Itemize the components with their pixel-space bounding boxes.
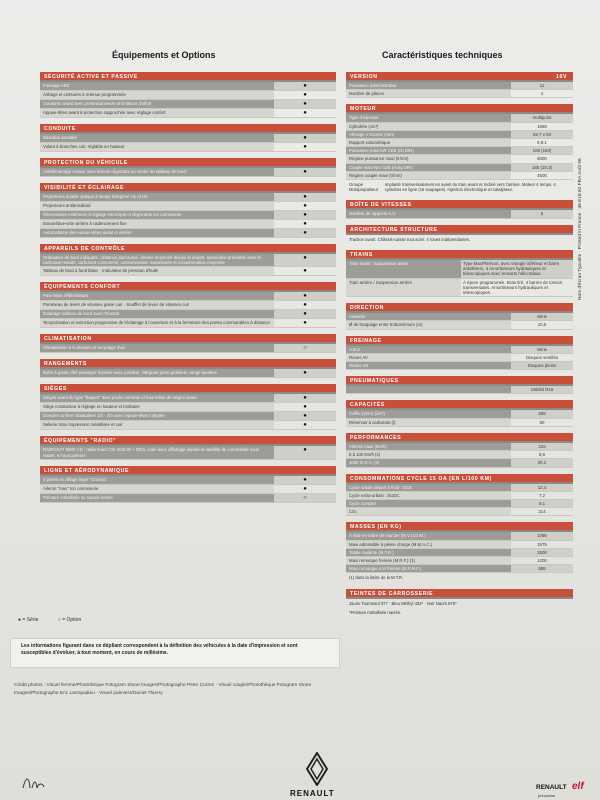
spec-label: A.B.S. xyxy=(346,346,511,353)
section-header: PROTECTION DU VÉHICULE xyxy=(40,158,336,168)
spec-value: 2500 xyxy=(511,549,573,556)
equipment-label: Automatisme des essuie-vitres avant et arrière xyxy=(40,229,274,237)
equipment-row xyxy=(40,301,336,310)
equipment-row xyxy=(40,193,336,202)
spec-row xyxy=(346,260,573,279)
section-note: *Peinture métallisée nacrée. xyxy=(349,610,402,616)
section-header xyxy=(346,250,573,260)
spec-label: Roues AV xyxy=(346,354,511,361)
spec-row xyxy=(346,500,573,508)
availability-mark: ● xyxy=(303,302,307,309)
availability-mark: ● xyxy=(303,221,307,227)
spec-row xyxy=(346,541,573,549)
section-header xyxy=(346,225,573,235)
legend-serie: ● = Série xyxy=(18,617,39,623)
spec-section-moteur xyxy=(346,104,573,194)
spec-row xyxy=(346,172,573,180)
availability-mark: ● xyxy=(303,92,307,98)
availability-mark: ● xyxy=(303,194,307,200)
spec-value: 195/50 R16 xyxy=(511,386,573,393)
spec-value: 215 xyxy=(511,443,573,450)
section-title: FREINAGE xyxy=(350,337,382,344)
availability-mark: ● xyxy=(303,169,307,175)
equipment-mark xyxy=(274,344,336,352)
spec-row xyxy=(346,419,573,427)
spec-value: 11 xyxy=(511,82,573,89)
section-header xyxy=(346,433,573,443)
spec-value: À épure programmée. Bras tiré, 4 barres de torsion transversales. Amortisseurs hydrauliques et télescopiques. xyxy=(463,279,563,296)
equipment-mark xyxy=(274,202,336,210)
equipment-row xyxy=(40,109,336,118)
section-header: CLIMATISATION xyxy=(40,334,336,344)
availability-mark: ● xyxy=(303,370,307,377)
equipment-mark xyxy=(274,403,336,411)
spec-row xyxy=(346,354,573,362)
section-title: MASSES (EN KG) xyxy=(350,524,402,531)
spec-value: 4500 xyxy=(537,172,547,178)
equipment-mark xyxy=(274,193,336,201)
availability-mark: ● xyxy=(303,101,307,107)
availability-mark: ● xyxy=(303,485,307,492)
section-header xyxy=(346,400,573,410)
powertrain-text: Implanté transversalement en avant du train avant et incliné vers l'arrière. Moteur 4 temps, 4 cylindres en ligne (16 soupapes). Injection électronique et catalyseur. xyxy=(384,182,556,193)
equipment-label: Essuie/lave-vitre arrière à cadencement fixe xyxy=(40,220,274,228)
legend xyxy=(18,617,81,623)
section-title: TEINTES DE CARROSSERIE xyxy=(350,590,434,597)
spec-label: Maxi remorque freinée (M.R.F.) (1) xyxy=(346,557,511,564)
spec-value: 288 xyxy=(511,410,573,417)
equipment-mark xyxy=(274,394,336,402)
spec-row xyxy=(346,443,573,451)
availability-mark: ● xyxy=(303,311,307,318)
spec-value: Disques pleins xyxy=(511,362,573,369)
spec-value: 1095 xyxy=(511,532,573,539)
spec-value: 29,2 xyxy=(511,459,573,466)
spec-label: Vitesse maxi (km/h) xyxy=(346,443,511,450)
equipment-mark xyxy=(274,494,336,502)
spec-label: Puissance maxi kW CEE (ch DIN) xyxy=(346,147,511,154)
section-title: DIRECTION xyxy=(350,305,384,312)
spec-label: Maxi remorque non freinée (M.R.N.F.) xyxy=(346,565,511,572)
equipment-mark xyxy=(274,485,336,493)
spec-row xyxy=(346,90,573,98)
spec-row xyxy=(346,313,573,321)
equipment-row xyxy=(40,292,336,301)
spec-label: Cycle complet xyxy=(346,500,511,507)
spec-row xyxy=(346,362,573,370)
equipment-label: Éclairage tableau de bord avec rhéostat xyxy=(40,310,274,318)
spec-section-trains xyxy=(346,250,573,297)
equipment-row xyxy=(40,403,336,412)
spec-section-boite xyxy=(346,200,573,218)
section-text: Traction avant. Châssis-caisse tout acier. 4 roues indépendantes. xyxy=(349,236,471,242)
spec-row xyxy=(346,532,573,540)
equipment-mark xyxy=(274,91,336,99)
equipment-label: Volant à branches cuir, réglable en hauteur xyxy=(40,143,274,151)
equipment-section xyxy=(40,282,336,328)
section-header xyxy=(346,303,573,313)
section-title: ARCHITECTURE STRUCTURE xyxy=(350,226,438,233)
section-header xyxy=(346,589,573,599)
spec-value: 1998 xyxy=(537,123,547,129)
equipment-row xyxy=(40,134,336,143)
spec-value: Disques ventilés xyxy=(526,354,558,360)
spec-row xyxy=(346,147,573,155)
spec-label: Cylindrée (cm³) xyxy=(346,123,511,130)
spec-label: Rapport volumétrique xyxy=(346,139,511,146)
spec-value: Série xyxy=(511,346,573,353)
equipment-mark xyxy=(274,369,336,377)
section-header xyxy=(346,72,573,82)
equipment-row xyxy=(40,82,336,91)
equipment-row xyxy=(40,168,336,177)
section-header xyxy=(346,376,573,386)
equipment-row xyxy=(40,412,336,421)
equipment-label: Direction assistée xyxy=(40,134,274,142)
left-title: Équipements et Options xyxy=(112,50,216,60)
equipment-section xyxy=(40,436,336,459)
spec-row xyxy=(346,346,573,354)
section-header: VISIBILITÉ ET ÉCLAIRAGE xyxy=(40,183,336,193)
availability-mark: ● xyxy=(303,395,307,402)
spec-value: 7,2 xyxy=(538,492,546,498)
spec-label: Cycle urbain départ à froid : ECE xyxy=(346,484,511,491)
section-header: CONDUITE xyxy=(40,124,336,134)
equipment-label: Antidémarrage moteur avec témoin clignotant au centre du tableau de bord xyxy=(40,168,274,176)
section-title: PNEUMATIQUES xyxy=(350,378,399,385)
equipment-mark xyxy=(274,267,336,275)
brand-elf-sub: préconise xyxy=(538,793,556,798)
spec-section-version xyxy=(346,72,573,98)
equipment-label: Siège conducteur à réglage en hauteur et lombaire xyxy=(40,403,274,411)
handwritten-signature-icon xyxy=(20,770,60,794)
section-header: ÉQUIPEMENTS "RADIO" xyxy=(40,436,336,446)
equipment-label: Projecteurs antibrouillard xyxy=(40,202,274,210)
equipment-label: Sièges avant du type "baquet" avec poche ventrale et bourrelets de sièges avant xyxy=(40,394,274,402)
spec-label: Régime couple maxi (tr/mn) xyxy=(346,172,511,179)
spec-value: 10,5 xyxy=(537,322,547,328)
spec-value: 6000 xyxy=(537,156,547,162)
equipment-row xyxy=(40,267,336,276)
spec-value: 1575 xyxy=(537,541,547,547)
section-header: ÉQUIPEMENTS CONFORT xyxy=(40,282,336,292)
equipment-row xyxy=(40,143,336,152)
equipment-mark xyxy=(274,82,336,90)
spec-value: 185 (19,3) xyxy=(511,164,573,171)
section-title: PERFORMANCES xyxy=(350,434,402,441)
availability-mark: ● xyxy=(303,413,307,420)
spec-row xyxy=(346,123,573,131)
equipment-row xyxy=(40,91,336,100)
equipment-mark xyxy=(274,476,336,484)
equipment-column xyxy=(40,72,336,509)
spec-value: 585 xyxy=(511,565,573,572)
equipment-mark xyxy=(274,319,336,327)
equipment-mark xyxy=(274,421,336,429)
equipment-label: Appuie-têtes avant à protection rapprochée avec réglage confort xyxy=(40,109,274,117)
spec-label: 1000 m D.A. (s) xyxy=(346,459,511,466)
equipment-row xyxy=(40,485,336,494)
spec-section-consommations xyxy=(346,474,573,517)
equipment-mark xyxy=(274,412,336,420)
availability-mark: ● xyxy=(303,404,307,411)
section-header xyxy=(346,104,573,114)
equipment-section xyxy=(40,244,336,276)
spec-label: Type d'injection xyxy=(346,114,511,121)
equipment-label: Ceintures avant avec prétensionneurs et limiteurs d'effort xyxy=(40,100,274,108)
section-header xyxy=(346,474,573,484)
equipment-row xyxy=(40,229,336,238)
availability-mark: ● xyxy=(303,110,307,116)
section-header: LIGNE ET AÉRODYNAMIQUE xyxy=(40,466,336,476)
equipment-section xyxy=(40,334,336,353)
equipment-label: 4 jantes en alliage léger "Chrono" xyxy=(40,476,274,484)
spec-row xyxy=(346,82,573,90)
spec-value: 214 xyxy=(538,509,546,515)
spec-row xyxy=(346,321,573,329)
spec-section-freinage xyxy=(346,336,573,371)
equipment-label: Dossiers arrière rabattables 1/3 - 2/3 avec repose-têtes intégrés xyxy=(40,412,274,420)
equipment-label: Tableau de bord à fond blanc · Indicateur de pression d'huile xyxy=(40,267,274,275)
equipment-mark xyxy=(274,229,336,237)
spec-label xyxy=(346,386,511,393)
equipment-mark xyxy=(274,254,336,266)
photo-credits: Crédit photos : Visuel femme/Photothèque Fotogram Stone Images/Photographe Peter Correz · Visuel couple/Photothèque Fotogram Stone Images/Photographe Eric Larrayadieu · Visuel palmiers/Daniel Thierry xyxy=(14,683,312,696)
availability-mark: ● xyxy=(303,476,307,483)
equipment-row xyxy=(40,319,336,328)
equipment-row xyxy=(40,421,336,430)
spec-row xyxy=(346,210,573,218)
spec-row xyxy=(346,451,573,459)
section-title: CONSOMMATIONS CYCLE 15 OA (EN L/100 KM) xyxy=(350,475,492,482)
spec-value: 82,7 x 93 xyxy=(511,131,573,138)
spec-section-teintes xyxy=(346,589,573,618)
equipment-label: Airbags et ceintures à retenue programmée xyxy=(40,91,274,99)
equipment-mark xyxy=(274,220,336,228)
spec-section-capacites xyxy=(346,400,573,426)
equipment-section xyxy=(40,72,336,118)
spec-label: Assistée xyxy=(346,313,511,320)
section-header-value: 16V xyxy=(555,74,567,80)
equipment-row xyxy=(40,202,336,211)
spec-value: 1200 xyxy=(537,557,547,563)
spec-row xyxy=(346,508,573,516)
spec-value: 9,1 xyxy=(511,500,573,507)
equipment-label: Sellerie tissu impression métallisée et cuir xyxy=(40,421,274,429)
spec-row xyxy=(346,139,573,147)
spec-row xyxy=(346,114,573,122)
renault-wordmark: RENAULT xyxy=(290,789,335,798)
spec-row xyxy=(346,484,573,492)
equipment-mark xyxy=(274,134,336,142)
equipment-label: Projecteurs double optique à lampe halogène H1 et H4 xyxy=(40,193,274,201)
equipment-row xyxy=(40,369,336,378)
legend-option: ○ = Option xyxy=(57,617,82,623)
section-title: CAPACITÉS xyxy=(350,402,385,409)
equipment-section xyxy=(40,158,336,177)
brand-elf: elf xyxy=(572,781,584,792)
equipment-row xyxy=(40,446,336,459)
spec-value: Série xyxy=(511,313,573,320)
spec-value: 108 (150) xyxy=(511,147,573,154)
spec-label: Totale roulante (M.T.R.) xyxy=(346,549,511,556)
section-header: APPAREILS DE CONTRÔLE xyxy=(40,244,336,254)
equipment-label: Pare-brise réfléchissant xyxy=(40,292,274,300)
spec-row xyxy=(346,155,573,163)
spec-label: Nombre de places xyxy=(346,90,511,97)
availability-mark: ● xyxy=(303,230,307,236)
spec-section-direction xyxy=(346,303,573,329)
equipment-label: Boîte à gants côté passager éclairée avec portillon, intégrant porte-gobelets, range-lunettes xyxy=(40,369,274,377)
equipment-section xyxy=(40,384,336,430)
spec-value: 60 xyxy=(539,419,545,425)
equipment-label: Pommeau de levier de vitesses gainé cuir · Soufflet de levier de vitesses cuir xyxy=(40,301,274,309)
spec-value: Type MacPherson, avec triangle inférieur et barre antidévers, 4 Amortisseurs hydrauliques et télescopiques avec ressorts hélicoïdaux. xyxy=(461,260,573,278)
spec-value: 8,6 xyxy=(538,452,546,458)
availability-mark: ● xyxy=(303,212,307,218)
spec-label: Nombre de rapports A.V. xyxy=(346,210,511,217)
section-header: SIÈGES xyxy=(40,384,336,394)
spec-row xyxy=(346,410,573,418)
availability-mark: ○ xyxy=(303,494,307,501)
spec-section-pneumatiques xyxy=(346,376,573,394)
section-title: TRAINS xyxy=(350,252,373,259)
equipment-label: Freinage ABS xyxy=(40,82,274,90)
availability-mark: ○ xyxy=(303,345,307,352)
spec-row xyxy=(346,492,573,500)
spec-value: 4 xyxy=(540,91,544,97)
spec-section-masses xyxy=(346,522,573,582)
equipment-label: Aileron "max" ton carrosserie xyxy=(40,485,274,493)
powertrain-row xyxy=(346,180,573,194)
equipment-label: Temporisation et extinction progressive de l'éclairage à l'ouverture et à la fermeture des portes commandées à distance xyxy=(40,319,274,327)
equipment-row xyxy=(40,100,336,109)
section-header xyxy=(346,336,573,346)
spec-label: Couple maxi Nm CEE (m.kg DIN) xyxy=(346,164,511,171)
spec-section-performances xyxy=(346,433,573,468)
equipment-row xyxy=(40,476,336,485)
equipment-row xyxy=(40,310,336,319)
spec-label: Cycle extra-urbain : EUDC xyxy=(346,492,511,499)
renault-diamond-logo xyxy=(306,752,328,786)
spec-label: CO₂ xyxy=(346,508,511,515)
section-header: RANGEMENTS xyxy=(40,359,336,369)
spec-row xyxy=(346,279,573,298)
spec-label: Coffre (VDA) (dm³) xyxy=(346,410,511,417)
equipment-row xyxy=(40,254,336,267)
availability-mark: ● xyxy=(303,293,307,300)
equipment-mark xyxy=(274,301,336,309)
availability-mark: ● xyxy=(303,422,307,429)
equipment-mark xyxy=(274,109,336,117)
spec-label: Train avant / Suspension avant xyxy=(346,260,461,278)
section-text: Jaune Tournesol 377 · Bleu Méthyl 432* · Noir Nacré 676* xyxy=(349,600,457,606)
spec-label: Ø de braquage entre trottoirs/murs (m) xyxy=(346,321,511,328)
equipment-mark xyxy=(274,168,336,176)
equipment-section xyxy=(40,359,336,378)
section-title: MOTEUR xyxy=(350,106,377,113)
right-title: Caractéristiques techniques xyxy=(382,50,503,60)
spec-row xyxy=(346,164,573,172)
equipment-label: Rétroviseurs extérieurs à réglage électrique et dégivrants ton carrosserie xyxy=(40,211,274,219)
equipment-row xyxy=(40,211,336,220)
specs-column xyxy=(346,72,573,624)
availability-mark: ● xyxy=(303,135,307,141)
equipment-label: Ordinateur de bord indiquant : distance parcourue, vitesse moyenne depuis le départ, autonomie prévisible avec le carburant restant, carburant consommé, consommation instantanée et consommation moyenne xyxy=(40,254,274,266)
spec-row xyxy=(346,565,573,573)
spec-label: Roues AR xyxy=(346,362,511,369)
spec-value: 9,8:1 xyxy=(537,140,547,146)
equipment-row xyxy=(40,344,336,353)
spec-value: multipoint xyxy=(511,114,573,121)
spec-label: À vide en ordre de marche (M.V.O.D.M.) xyxy=(346,532,511,539)
spec-label: Maxi admissible à pleine charge (M.M.A.C.) xyxy=(346,541,511,548)
spec-value: 5 xyxy=(511,210,573,217)
availability-mark: ● xyxy=(303,83,307,89)
section-note: (1) dans la limite de la M.T.R. xyxy=(349,575,404,581)
section-title: BOÎTE DE VITESSES xyxy=(350,202,412,209)
equipment-mark xyxy=(274,100,336,108)
spec-section-architecture xyxy=(346,225,573,244)
powertrain-label: Groupe Motopropulseur xyxy=(349,182,379,193)
equipment-label: Climatisation à 5 vitesses et recyclage d'air xyxy=(40,344,274,352)
availability-mark: ● xyxy=(303,447,307,454)
equipment-mark xyxy=(274,292,336,300)
section-header xyxy=(346,522,573,532)
equipment-row xyxy=(40,494,336,503)
equipment-mark xyxy=(274,143,336,151)
section-header xyxy=(346,200,573,210)
section-header: SÉCURITÉ ACTIVE ET PASSIVE xyxy=(40,72,336,82)
availability-mark: ● xyxy=(303,320,307,327)
spec-label: Réservoir à carburant (l) xyxy=(346,419,511,426)
spec-value: 12,4 xyxy=(511,484,573,491)
equipment-label: RADIOSAT 6000 CD : radio mono CD 4x15 W + RDS, code avec affichage séparé et satellite de commande sous volant, 6 haut-parleurs xyxy=(40,446,274,458)
spec-row xyxy=(346,386,573,394)
spec-row xyxy=(346,131,573,139)
equipment-label: Peinture métallisée ou nacrée vernie xyxy=(40,494,274,502)
spec-label: Alésage x Course (mm) xyxy=(346,131,511,138)
section-title: VERSION xyxy=(350,74,378,80)
availability-mark: ● xyxy=(303,255,307,261)
notice-box: Les informations figurant dans ce dépliant correspondent à la définition des véhicules à la date d'impression et sont susceptibles d'évoluer, à tout moment, en cours de millésime. xyxy=(10,638,340,668)
spec-label: 0 à 100 km/h (s) xyxy=(346,451,511,458)
spec-label: Régime puissance maxi (tr/mn) xyxy=(346,155,511,162)
print-reference: Nom d'écran Typodim · Printed in France · 38 E18 82 FRA Août 98 xyxy=(578,158,583,300)
availability-mark: ● xyxy=(303,144,307,150)
brand-renault: RENAULT xyxy=(536,784,567,791)
equipment-section xyxy=(40,183,336,238)
spec-row xyxy=(346,459,573,467)
equipment-row xyxy=(40,394,336,403)
equipment-mark xyxy=(274,446,336,458)
spec-label: Puissance administrative xyxy=(346,82,511,89)
spec-row xyxy=(346,557,573,565)
equipment-mark xyxy=(274,310,336,318)
equipment-section xyxy=(40,466,336,503)
equipment-section xyxy=(40,124,336,152)
spec-row xyxy=(346,549,573,557)
availability-mark: ● xyxy=(303,203,307,209)
equipment-row xyxy=(40,220,336,229)
availability-mark: ● xyxy=(303,268,307,275)
spec-label: Train arrière / Suspension arrière xyxy=(346,279,461,297)
equipment-mark xyxy=(274,211,336,219)
